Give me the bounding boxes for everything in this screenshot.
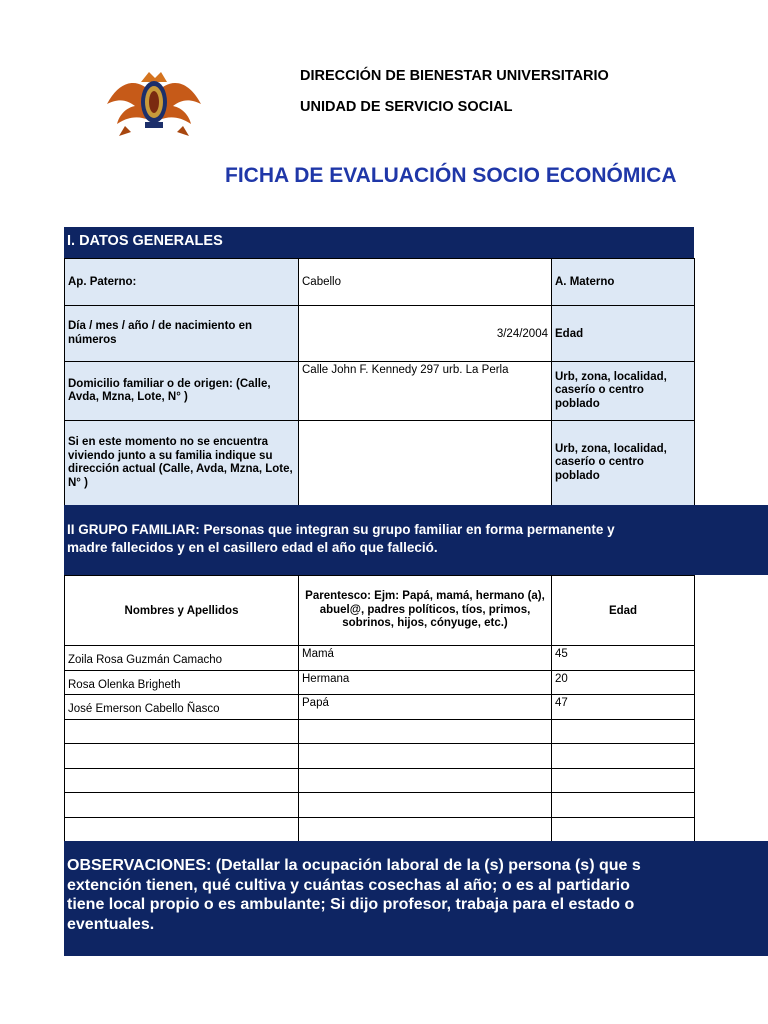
- section-1-heading: I. DATOS GENERALES: [64, 227, 694, 258]
- empty-cell[interactable]: [298, 743, 552, 769]
- empty-cell[interactable]: [64, 792, 299, 818]
- member-relation[interactable]: Mamá: [298, 645, 552, 671]
- section-2-heading-line-2: madre fallecidos y en el casillero edad el año que falleció.: [67, 540, 438, 555]
- member-name[interactable]: Rosa Olenka Brigheth: [64, 670, 299, 695]
- member-relation[interactable]: Papá: [298, 694, 552, 720]
- empty-cell[interactable]: [64, 743, 299, 769]
- value-domicilio[interactable]: Calle John F. Kennedy 297 urb. La Perla: [298, 361, 552, 421]
- column-header-names: Nombres y Apellidos: [64, 575, 299, 646]
- empty-cell[interactable]: [298, 768, 552, 793]
- label-birthdate: Día / mes / año / de nacimiento en números: [64, 305, 299, 362]
- observations-line-4: eventuales.: [67, 915, 155, 933]
- empty-cell[interactable]: [298, 719, 552, 744]
- column-header-relation: Parentesco: Ejm: Papá, mamá, hermano (a), abuel@, padres políticos, tíos, primos, sobrinos, hijos, cónyuge, etc.): [298, 575, 552, 646]
- value-birthdate[interactable]: 3/24/2004: [298, 305, 552, 362]
- empty-cell[interactable]: [551, 817, 695, 842]
- label-a-materno: A. Materno: [551, 258, 695, 306]
- observations-line-2: extención tienen, qué cultiva y cuántas cosechas al año; o es al partidario: [67, 876, 630, 894]
- empty-cell[interactable]: [64, 768, 299, 793]
- member-age[interactable]: 45: [551, 645, 695, 671]
- member-name[interactable]: Zoila Rosa Guzmán Camacho: [64, 645, 299, 671]
- empty-cell[interactable]: [551, 719, 695, 744]
- empty-cell[interactable]: [64, 817, 299, 842]
- empty-cell[interactable]: [551, 792, 695, 818]
- label-domicilio: Domicilio familiar o de origen: (Calle, Avda, Mzna, Lote, N° ): [64, 361, 299, 421]
- column-header-age: Edad: [551, 575, 695, 646]
- university-crest-icon: [105, 64, 203, 138]
- member-age[interactable]: 47: [551, 694, 695, 720]
- label-localidad-actual: Urb, zona, localidad, caserío o centro poblado: [551, 420, 695, 506]
- empty-cell[interactable]: [298, 817, 552, 842]
- empty-cell[interactable]: [551, 743, 695, 769]
- section-2-heading-line-1: II GRUPO FAMILIAR: Personas que integran su grupo familiar en forma permanente y: [67, 522, 615, 537]
- member-name[interactable]: José Emerson Cabello Ñasco: [64, 694, 299, 720]
- observations-line-1: OBSERVACIONES: (Detallar la ocupación laboral de la (s) persona (s) que s: [67, 857, 641, 874]
- member-relation[interactable]: Hermana: [298, 670, 552, 695]
- member-age[interactable]: 20: [551, 670, 695, 695]
- observations-heading: [64, 841, 768, 956]
- label-direccion-actual: Si en este momento no se encuentra viviendo junto a su familia indique su dirección actual (Calle, Avda, Mzna, Lote, N° ): [64, 420, 299, 506]
- label-localidad: Urb, zona, localidad, caserío o centro poblado: [551, 361, 695, 421]
- header-line-2: UNIDAD DE SERVICIO SOCIAL: [300, 99, 513, 115]
- value-direccion-actual[interactable]: [298, 420, 552, 506]
- empty-cell[interactable]: [64, 719, 299, 744]
- label-ap-paterno: Ap. Paterno:: [64, 258, 299, 306]
- page-title: FICHA DE EVALUACIÓN SOCIO ECONÓMICA: [225, 164, 677, 187]
- header-line-1: DIRECCIÓN DE BIENESTAR UNIVERSITARIO: [300, 68, 609, 84]
- observations-line-3: tiene local propio o es ambulante; Si dijo profesor, trabaja para el estado o: [67, 896, 635, 913]
- label-edad: Edad: [551, 305, 695, 362]
- empty-cell[interactable]: [551, 768, 695, 793]
- empty-cell[interactable]: [298, 792, 552, 818]
- section-2-heading: [64, 505, 768, 575]
- value-ap-paterno[interactable]: Cabello: [298, 258, 552, 306]
